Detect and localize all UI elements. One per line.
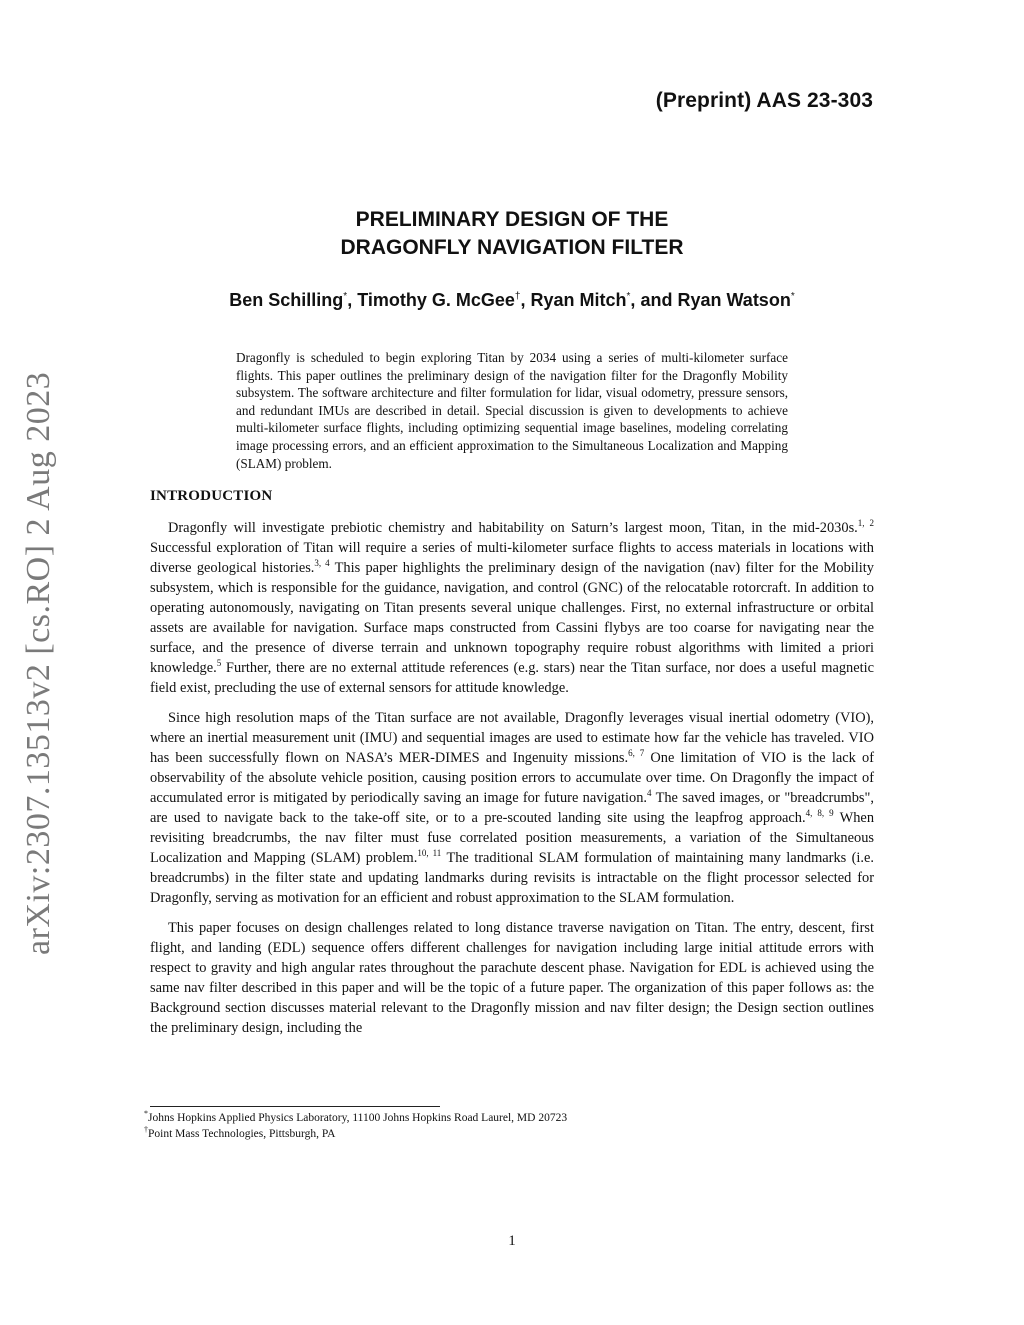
page-number: 1 (508, 1233, 516, 1249)
affiliation-mark: * (626, 291, 631, 302)
citation: 10, 11 (417, 848, 442, 859)
paragraph: This paper focuses on design challenges related to long distance traverse navigation on Titan. The entry, descent, first flight, and landing (EDL) sequence offers different challenges for navigation including large initial attitude errors with respect to gravity and high angular rates throughout the parachute descent phase. Navigation for EDL is achieved using the same nav filter described in this paper and will be the topic of a future paper. The organization of this paper follows as: the Background section discusses material relevant to the Dragonfly mission and nav filter design; the Design section outlines the preliminary design, including the (150, 920, 874, 1036)
paragraph: Since high resolution maps of the Titan surface are not available, Dragonfly leverages visual inertial odometry (VIO), where an inertial measurement unit (IMU) and sequential images are used to estimate how far the vehicle has traveled. VIO has been successfully flown on NASA’s MER-DIMES and Ingenuity missions.$^{6, 7}$ One limitation of VIO is the lack of observability of the absolute vehicle position, causing position errors to accumulate over time. On Dragonfly the impact of accumulated error is mitigated by periodically saving an image for future navigation.$^4$ The saved images, or "breadcrumbs", are used to navigate back to the take-off site, or to a pre-scouted landing site using the leapfrog approach.$^{4, 8, 9}$ When revisiting breadcrumbs, the nav filter must fuse correlated position measurements, a variation of the Simultaneous Localization and Mapping (SLAM) problem.$^{10, 11}$ The traditional SLAM formulation of maintaining many landmarks (i.e. breadcrumbs) in the filter state and updating landmarks during revisits is intractable on the flight processor selected for Dragonfly, serving as motivation for an efficient and robust approximation to the SLAM formulation. (150, 710, 875, 906)
footnote-divider (150, 1106, 440, 1107)
abstract: Dragonfly is scheduled to begin exploring Titan by 2034 using a series of multi-kilometer surface flights. This paper outlines the preliminary design of the navigation filter for the Dragonfly Mobility subsystem. The software architecture and filter formulation for lidar, visual odometry, pressure sensors, and redundant IMUs are described in detail. Special discussion is given to developments to achieve multi-kilometer surface flights, including optimizing sequential image baselines, modeling correlating image processing errors, and an efficient approximation to the Simultaneous Localization and Mapping (SLAM) problem. (236, 350, 788, 471)
citation: 1, 2 (857, 518, 875, 529)
author-connector: and (640, 290, 673, 310)
citation: 4 (647, 788, 652, 799)
affiliation-mark: * (790, 291, 795, 302)
section-heading-introduction: INTRODUCTION (150, 488, 273, 504)
title-line-1: PRELIMINARY DESIGN OF THE (355, 208, 669, 231)
title-line-2: DRAGONFLY NAVIGATION FILTER (340, 236, 684, 259)
citation: 4, 8, 9 (805, 808, 834, 819)
author-name: Ryan Mitch (530, 290, 627, 310)
footnote: †Point Mass Technologies, Pittsburgh, PA (144, 1125, 336, 1140)
author-list: Ben Schilling*, Timothy G. McGee†, Ryan Mitch*, and Ryan Watson* (229, 290, 795, 310)
citation: 3, 4 (314, 558, 330, 569)
author-name: Timothy G. McGee (357, 290, 515, 310)
arxiv-identifier: arXiv:2307.13513v2 [cs.RO] 2 Aug 2023 (20, 371, 57, 955)
author-name: Ben Schilling (229, 290, 344, 310)
affiliation-mark: * (343, 291, 348, 302)
citation: 5 (216, 658, 222, 669)
body-text (150, 518, 874, 1048)
preprint-label: (Preprint) AAS 23-303 (655, 89, 873, 112)
paragraph: Dragonfly will investigate prebiotic chemistry and habitability on Saturn’s largest moon, Titan, in the mid-2030s.$^{1, 2}$ Successful exploration of Titan will require a series of multi-kilometer surface flights to access materials in locations with diverse geological histories.$^{3, 4}$ This paper highlights the preliminary design of the navigation (nav) filter for the Mobility subsystem, which is responsible for the guidance, navigation, and control (GNC) of the relocatable rotorcraft. In addition to operating autonomously, navigating on Titan presents several unique challenges. First, no external infrastructure or orbital assets are available for navigation. Surface maps constructed from Cassini flybys are too coarse for navigating near the surface, and the presence of diverse terrain and unknown topography require robust algorithms with limited a priori knowledge.$^5$ Further, there are no external attitude references (e.g. stars) near the Titan surface, nor does a useful magnetic field exist, precluding the use of external sensors for attitude knowledge. (150, 518, 875, 696)
author-name: Ryan Watson (677, 290, 791, 310)
affiliation-mark: † (514, 291, 521, 302)
footnote: *Johns Hopkins Applied Physics Laboratory, 11100 Johns Hopkins Road Laurel, MD 20723 (144, 1109, 568, 1124)
citation: 6, 7 (628, 748, 645, 759)
footnotes (144, 1110, 864, 1142)
paper-title (0, 206, 1024, 262)
